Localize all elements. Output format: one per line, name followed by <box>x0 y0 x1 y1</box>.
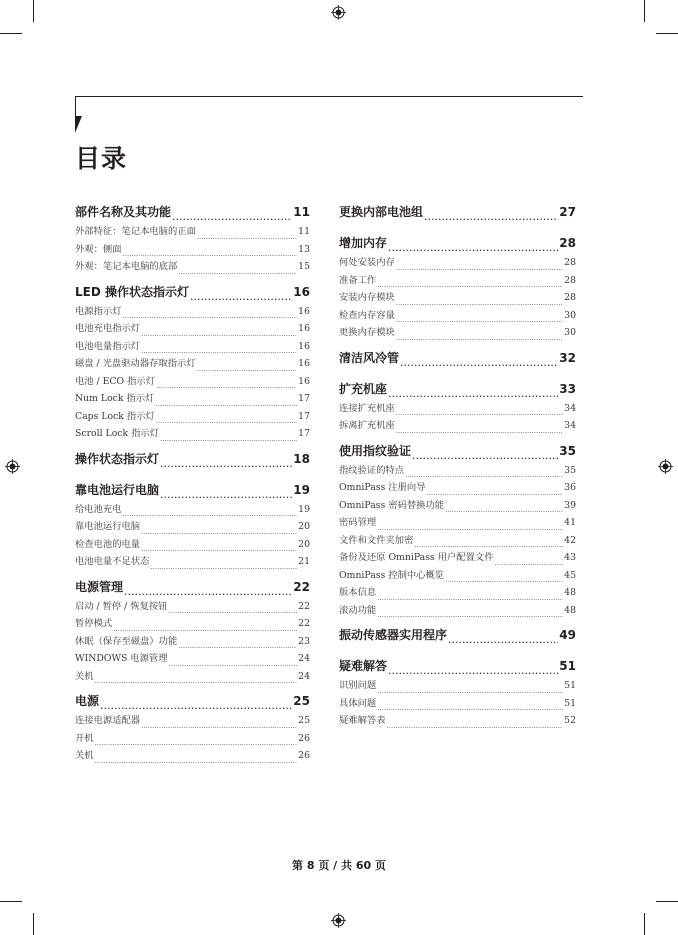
toc-heading-page: 35 <box>559 443 576 458</box>
toc-leader-dots <box>495 559 564 567</box>
toc-subentry-label: 电池电量不足状态 <box>75 556 150 567</box>
toc-subentry[interactable] <box>75 320 310 338</box>
toc-subentry-page: 25 <box>298 715 310 726</box>
toc-section <box>75 202 310 276</box>
toc-subentry-page: 43 <box>564 552 576 563</box>
toc-heading-entry[interactable] <box>75 480 310 501</box>
toc-section <box>75 282 310 443</box>
toc-heading-page: 28 <box>559 236 576 250</box>
toc-subentry-label: 备份及还原 OmniPass 用户配置文件 <box>339 552 494 563</box>
toc-subentry[interactable] <box>339 462 576 480</box>
toc-heading-entry[interactable] <box>339 656 576 677</box>
toc-subentry-page: 42 <box>564 534 576 546</box>
toc-subentry-page: 30 <box>564 309 576 321</box>
registration-mark-icon <box>658 459 673 474</box>
toc-subentry-page: 26 <box>298 750 310 761</box>
toc-subentry[interactable] <box>75 303 310 321</box>
toc-leader-dots <box>396 334 563 342</box>
toc-subentry-label: 识别问题 <box>339 680 377 691</box>
toc-leader-dots <box>100 699 292 712</box>
toc-subentry-page: 16 <box>298 323 310 334</box>
toc-subentry-label: 拆离扩充机座 <box>339 420 395 431</box>
toc-subentry-page: 28 <box>564 274 576 286</box>
toc-subentry-label: OmniPass 密码替换功能 <box>339 499 445 511</box>
toc-subentry-label: 连接扩充机座 <box>339 402 395 414</box>
toc-heading-page: 22 <box>293 579 310 594</box>
toc-section <box>339 379 576 435</box>
toc-leader-dots <box>160 435 297 443</box>
toc-heading-label: 振动传感器实用程序 <box>339 628 448 642</box>
toc-leader-dots <box>377 704 563 712</box>
toc-subentry-page: 48 <box>564 587 576 598</box>
toc-subentry-page: 52 <box>564 715 576 726</box>
toc-subentry[interactable] <box>339 400 576 418</box>
toc-subentry[interactable] <box>75 615 310 633</box>
toc-subentry-page: 23 <box>298 635 310 647</box>
toc-subentry-page: 13 <box>298 243 310 255</box>
toc-heading-entry[interactable] <box>339 202 576 223</box>
toc-subentry-label: 版本信息 <box>339 587 377 598</box>
toc-subentry-label: 外观：笔记本电脑的底部 <box>75 261 178 272</box>
toc-subentry-label: Scroll Lock 指示灯 <box>75 428 159 439</box>
toc-subentry-label: 磁盘 / 光盘驱动器存取指示灯 <box>75 358 196 369</box>
toc-subentry-label: Caps Lock 指示灯 <box>75 410 155 422</box>
toc-subentry[interactable] <box>75 553 310 571</box>
toc-subentry[interactable] <box>339 584 576 602</box>
toc-subentry-page: 35 <box>564 464 576 476</box>
crop-mark-icon <box>644 913 645 935</box>
toc-subentry-page: 19 <box>298 503 310 515</box>
toc-subentry[interactable] <box>339 532 576 550</box>
toc-heading-entry[interactable] <box>75 282 310 303</box>
toc-heading-label: 扩充机座 <box>339 381 388 396</box>
toc-subentry-page: 11 <box>298 226 310 237</box>
toc-subentry-label: 检查内存容量 <box>339 309 395 321</box>
page-title: 目录 <box>75 144 128 173</box>
toc-section <box>339 202 576 223</box>
toc-leader-dots <box>396 316 563 324</box>
toc-subentry-page: 45 <box>564 569 576 581</box>
toc-leader-dots <box>388 241 558 254</box>
toc-subentry-label: 电池充电指示灯 <box>75 323 141 334</box>
toc-subentry-label: 何处安装内存 <box>339 257 395 268</box>
toc-subentry[interactable] <box>75 650 310 668</box>
toc-subentry[interactable] <box>75 258 310 276</box>
toc-leader-dots <box>156 382 297 390</box>
toc-subentry-label: 休眠（保存至磁盘）功能 <box>75 635 178 647</box>
toc-subentry-page: 20 <box>298 538 310 550</box>
toc-leader-dots <box>388 387 558 400</box>
toc-leader-dots <box>424 210 558 223</box>
toc-leader-dots <box>445 576 563 584</box>
toc-subentry-label: 滚动功能 <box>339 604 377 616</box>
toc-subentry-label: 启动 / 暂停 / 恢复按钮 <box>75 600 168 612</box>
toc-heading-label: 电源 <box>75 694 100 708</box>
toc-subentry[interactable] <box>75 408 310 426</box>
toc-subentry[interactable] <box>75 241 310 259</box>
toc-subentry-label: 指纹验证的特点 <box>339 464 405 476</box>
toc-leader-dots <box>141 528 297 536</box>
toc-leader-dots <box>172 210 292 223</box>
toc-heading-entry[interactable] <box>75 691 310 712</box>
toc-subentry[interactable] <box>75 373 310 391</box>
toc-subentry-label: 电源指示灯 <box>75 305 122 317</box>
toc-leader-dots <box>168 607 297 615</box>
toc-leader-dots <box>141 722 297 730</box>
toc-subentry-label: 密码管理 <box>339 517 377 528</box>
toc-subentry[interactable] <box>75 712 310 730</box>
toc-subentry[interactable] <box>339 289 576 307</box>
toc-subentry-label: 准备工作 <box>339 274 377 286</box>
toc-subentry-page: 17 <box>298 428 310 439</box>
toc-section <box>75 577 310 686</box>
toc-heading-entry[interactable] <box>75 577 310 598</box>
toc-heading-label: 操作状态指示灯 <box>75 451 160 466</box>
toc-heading-label: 电源管理 <box>75 579 124 594</box>
toc-heading-label: 使用指纹验证 <box>339 443 412 458</box>
toc-subentry-label: 靠电池运行电脑 <box>75 521 141 532</box>
crop-mark-icon <box>33 913 34 935</box>
toc-heading-entry[interactable] <box>339 625 576 646</box>
toc-leader-dots <box>124 585 292 598</box>
toc-subentry[interactable] <box>339 602 576 620</box>
toc-subentry[interactable] <box>75 390 310 408</box>
toc-heading-entry[interactable] <box>339 441 576 462</box>
toc-leader-dots <box>414 541 563 549</box>
toc-subentry-page: 16 <box>298 340 310 352</box>
toc-heading-label: 靠电池运行电脑 <box>75 482 160 497</box>
toc-heading-page: 25 <box>293 694 310 708</box>
toc-subentry-label: 开机 <box>75 732 94 744</box>
toc-leader-dots <box>426 489 563 497</box>
toc-heading-entry[interactable] <box>339 379 576 400</box>
toc-heading-label: 疑难解答 <box>339 659 388 673</box>
toc-leader-dots <box>169 660 298 668</box>
toc-heading-page: 11 <box>293 205 310 219</box>
toc-section <box>339 625 576 646</box>
toc-subentry-page: 26 <box>298 732 310 744</box>
toc-heading-entry[interactable] <box>75 202 310 223</box>
toc-subentry-page: 17 <box>298 410 310 422</box>
toc-heading-label: 清洁风冷管 <box>339 350 400 365</box>
toc-heading-entry[interactable] <box>339 233 576 254</box>
header-wedge-icon <box>75 116 82 133</box>
toc-leader-dots <box>197 233 297 241</box>
toc-leader-dots <box>160 457 292 470</box>
toc-leader-dots <box>388 664 558 677</box>
toc-leader-dots <box>387 722 564 730</box>
toc-leader-dots <box>141 347 297 355</box>
toc-subentry-page: 30 <box>564 327 576 338</box>
toc-subentry-page: 16 <box>298 375 310 387</box>
toc-leader-dots <box>396 264 563 272</box>
toc-subentry-label: 外部特征：笔记本电脑的正面 <box>75 226 196 237</box>
toc-leader-dots <box>95 757 298 765</box>
toc-subentry[interactable] <box>339 307 576 325</box>
toc-heading-label: 更换内部电池组 <box>339 205 424 219</box>
toc-leader-dots <box>400 356 558 369</box>
toc-subentry-page: 36 <box>564 482 576 493</box>
toc-subentry[interactable] <box>75 518 310 536</box>
crop-mark-icon <box>0 901 22 902</box>
toc-subentry[interactable] <box>339 417 576 435</box>
toc-leader-dots <box>445 506 563 514</box>
toc-heading-page: 51 <box>559 659 576 673</box>
toc-subentry-label: OmniPass 控制中心概览 <box>339 569 445 581</box>
toc-leader-dots <box>377 687 563 695</box>
toc-leader-dots <box>178 642 297 650</box>
toc-subentry-page: 17 <box>298 393 310 404</box>
toc-subentry-page: 28 <box>564 257 576 268</box>
toc-subentry-page: 16 <box>298 305 310 317</box>
toc-subentry-label: 电池电量指示灯 <box>75 340 141 352</box>
toc-section <box>339 233 576 342</box>
toc-section <box>75 449 310 470</box>
toc-subentry[interactable] <box>75 633 310 651</box>
crop-mark-icon <box>0 33 22 34</box>
toc-subentry[interactable] <box>75 730 310 748</box>
toc-subentry[interactable] <box>75 501 310 519</box>
toc-section <box>339 656 576 730</box>
toc-leader-dots <box>123 312 298 320</box>
toc-subentry[interactable] <box>339 549 576 567</box>
toc-subentry-label: 关机 <box>75 750 94 761</box>
toc-subentry-page: 20 <box>298 521 310 532</box>
toc-subentry-label: 文件和文件夹加密 <box>339 534 414 546</box>
toc-heading-page: 27 <box>559 205 576 219</box>
toc-leader-dots <box>155 400 297 408</box>
toc-heading-label: 增加内存 <box>339 236 388 250</box>
toc-subentry-page: 39 <box>564 499 576 511</box>
toc-section <box>75 480 310 571</box>
toc-leader-dots <box>160 488 292 501</box>
toc-subentry-page: 24 <box>298 670 310 682</box>
toc-heading-page: 33 <box>559 381 576 396</box>
toc-subentry[interactable] <box>339 695 576 713</box>
header-rule-left <box>75 96 76 118</box>
toc-subentry[interactable] <box>339 567 576 585</box>
toc-subentry-label: 暂停模式 <box>75 618 113 629</box>
toc-subentry-label: WINDOWS 电源管理 <box>75 653 168 664</box>
toc-subentry-page: 34 <box>564 420 576 431</box>
toc-leader-dots <box>377 524 563 532</box>
toc-subentry-page: 22 <box>298 600 310 612</box>
toc-subentry-label: Num Lock 指示灯 <box>75 393 155 404</box>
registration-mark-icon <box>331 913 346 928</box>
toc-left-column <box>75 199 310 771</box>
toc-subentry[interactable] <box>339 712 576 730</box>
toc-right-column <box>339 199 576 736</box>
toc-subentry-label: OmniPass 注册向导 <box>339 482 426 493</box>
crop-mark-icon <box>33 0 34 22</box>
toc-subentry-page: 24 <box>298 653 310 664</box>
toc-subentry[interactable] <box>75 747 310 765</box>
toc-subentry-page: 34 <box>564 402 576 414</box>
toc-section <box>339 348 576 369</box>
toc-heading-entry[interactable] <box>75 449 310 470</box>
toc-leader-dots <box>123 250 298 258</box>
toc-subentry[interactable] <box>75 668 310 686</box>
toc-subentry[interactable] <box>75 338 310 356</box>
toc-leader-dots <box>150 563 297 571</box>
toc-section <box>339 441 576 620</box>
toc-subentry[interactable] <box>339 479 576 497</box>
toc-subentry-label: 安装内存模块 <box>339 292 395 303</box>
registration-mark-icon <box>331 5 346 20</box>
toc-subentry-label: 检查电池的电量 <box>75 538 141 550</box>
toc-section <box>75 691 310 765</box>
toc-leader-dots <box>396 427 563 435</box>
toc-leader-dots <box>141 330 297 338</box>
toc-subentry[interactable] <box>75 355 310 373</box>
header-rule <box>75 96 583 97</box>
toc-subentry-label: 外观：侧面 <box>75 243 122 255</box>
toc-subentry-label: 具体问题 <box>339 697 377 709</box>
toc-heading-entry[interactable] <box>339 348 576 369</box>
toc-leader-dots <box>412 449 558 462</box>
toc-subentry[interactable] <box>339 514 576 532</box>
crop-mark-icon <box>656 901 678 902</box>
toc-subentry-page: 28 <box>564 292 576 303</box>
toc-subentry-label: 更换内存模块 <box>339 327 395 338</box>
toc-subentry-page: 51 <box>564 697 576 709</box>
toc-heading-label: LED 操作状态指示灯 <box>75 284 189 299</box>
toc-subentry-page: 41 <box>564 517 576 528</box>
toc-subentry-page: 48 <box>564 604 576 616</box>
toc-subentry-label: 疑难解答表 <box>339 715 386 726</box>
toc-leader-dots <box>396 409 563 417</box>
toc-heading-page: 49 <box>559 628 576 642</box>
toc-subentry[interactable] <box>75 536 310 554</box>
toc-subentry-label: 连接电源适配器 <box>75 715 141 726</box>
toc-subentry[interactable] <box>339 254 576 272</box>
page-footer: 第 8 页 / 共 60 页 <box>292 859 386 872</box>
toc-subentry[interactable] <box>75 425 310 443</box>
toc-subentry[interactable] <box>75 223 310 241</box>
registration-mark-icon <box>5 459 20 474</box>
toc-heading-label: 部件名称及其功能 <box>75 205 172 219</box>
toc-heading-page: 18 <box>293 451 310 466</box>
toc-subentry-page: 51 <box>564 680 576 691</box>
toc-subentry[interactable] <box>339 324 576 342</box>
toc-leader-dots <box>190 290 292 303</box>
toc-subentry[interactable] <box>339 497 576 515</box>
toc-leader-dots <box>141 545 297 553</box>
crop-mark-icon <box>644 0 645 22</box>
toc-subentry-label: 关机 <box>75 670 94 682</box>
toc-heading-page: 16 <box>293 284 310 299</box>
toc-subentry-label: 给电池充电 <box>75 503 122 515</box>
toc-leader-dots <box>178 268 297 276</box>
toc-leader-dots <box>123 510 298 518</box>
crop-mark-icon <box>656 33 678 34</box>
toc-subentry-page: 22 <box>298 618 310 629</box>
toc-subentry-page: 16 <box>298 358 310 369</box>
toc-leader-dots <box>405 471 563 479</box>
toc-subentry[interactable] <box>75 598 310 616</box>
toc-subentry[interactable] <box>339 272 576 290</box>
toc-leader-dots <box>95 739 298 747</box>
toc-subentry-page: 21 <box>298 556 310 567</box>
toc-leader-dots <box>113 625 297 633</box>
toc-leader-dots <box>197 365 298 373</box>
toc-leader-dots <box>448 633 558 646</box>
toc-subentry-page: 15 <box>298 261 310 272</box>
toc-leader-dots <box>95 677 298 685</box>
toc-leader-dots <box>396 299 563 307</box>
toc-heading-page: 32 <box>559 350 576 365</box>
toc-leader-dots <box>377 594 563 602</box>
toc-subentry[interactable] <box>339 677 576 695</box>
toc-leader-dots <box>377 611 563 619</box>
toc-leader-dots <box>156 417 297 425</box>
toc-heading-page: 19 <box>293 482 310 497</box>
toc-subentry-label: 电池 / ECO 指示灯 <box>75 375 156 387</box>
toc-leader-dots <box>377 281 563 289</box>
